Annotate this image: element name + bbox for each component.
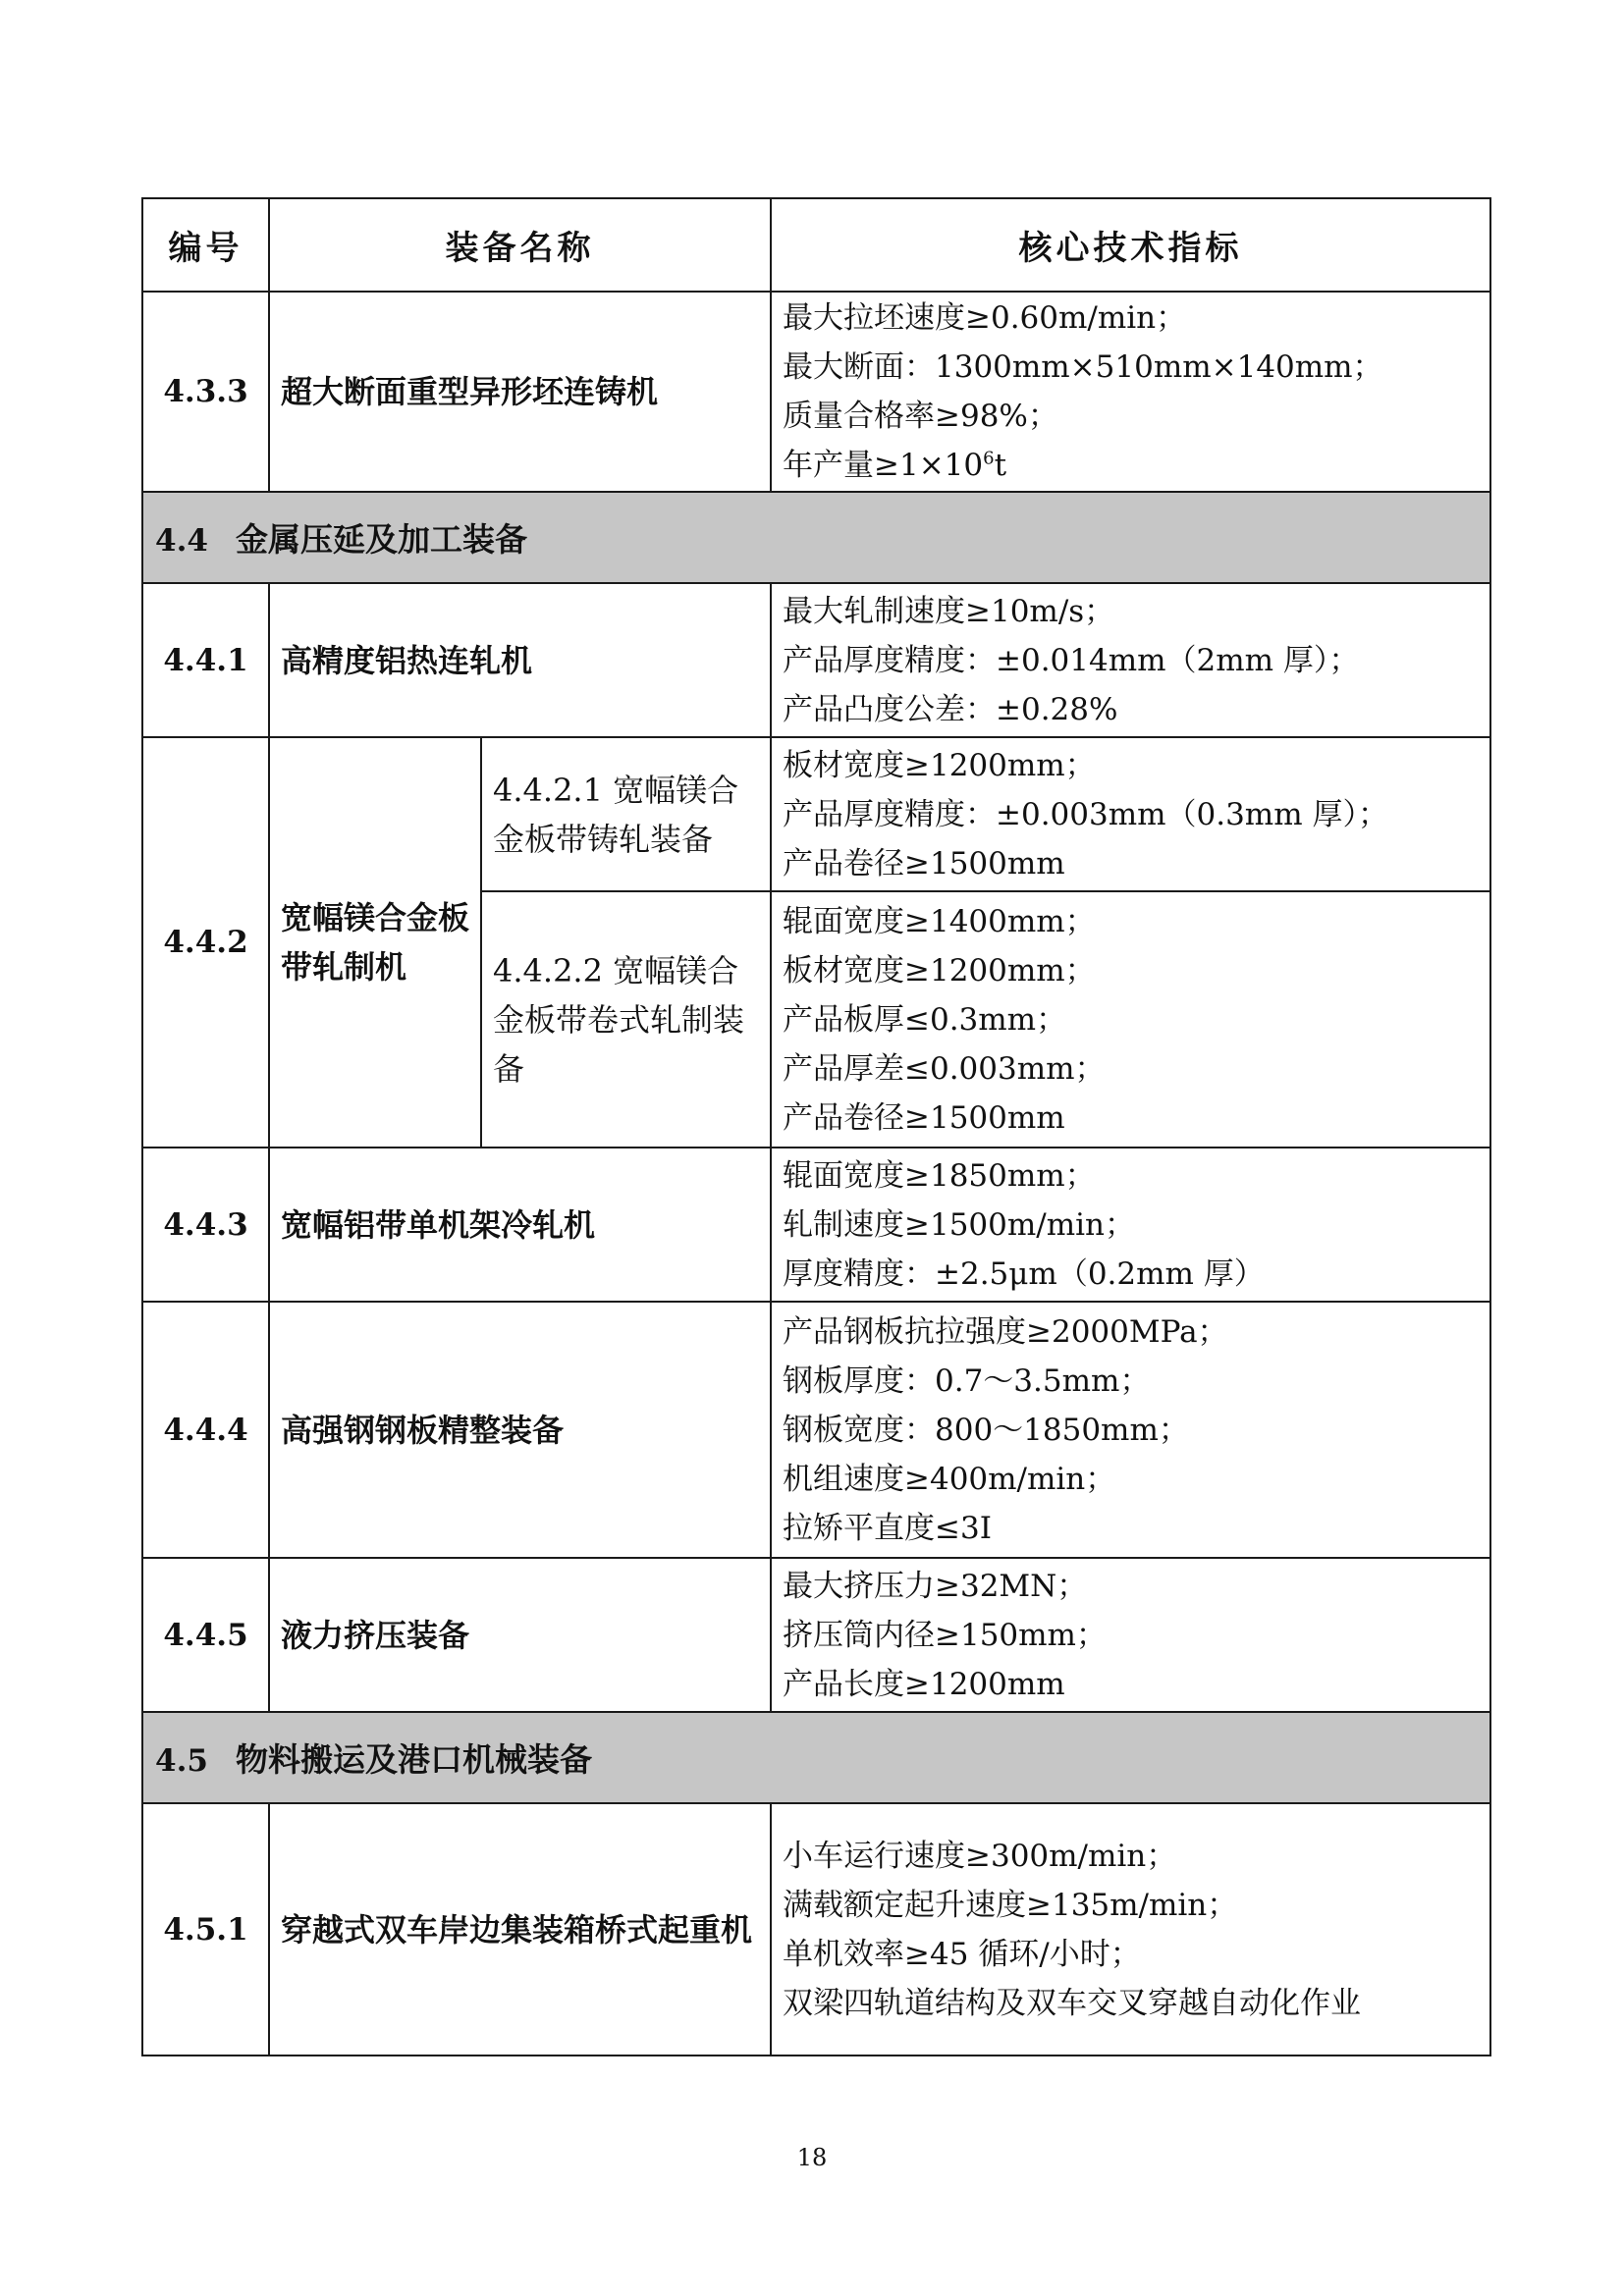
spec-line: 产品卷径≥1500mm	[783, 845, 1065, 881]
spec-line: 最大轧制速度≥10m/s；	[783, 593, 1115, 629]
spec-line: 年产量$\ge 1\times 10^6t$	[783, 448, 1007, 483]
row-number: 4.4.5	[142, 1558, 269, 1712]
spec-line: 产品板厚≤0.3mm；	[783, 1001, 1067, 1038]
page-number: 18	[796, 2144, 828, 2171]
spec-line: 质量合格率≥98%；	[783, 399, 1058, 434]
spec-list	[771, 1148, 1490, 1302]
spec-line: 产品钢板抗拉强度≥2000MPa；	[783, 1313, 1228, 1350]
table-header-row	[142, 198, 1490, 292]
spec-line: 轧制速度≥1500m/min；	[783, 1206, 1135, 1243]
row-number: 4.4.2	[142, 737, 269, 1148]
spec-line: 产品卷径≥1500mm	[783, 1099, 1065, 1136]
spec-line: 挤压筒内径≥150mm；	[783, 1617, 1107, 1653]
spec-line: 钢板厚度：0.7～3.5mm；	[783, 1362, 1151, 1399]
header-spec: 核心技术指标	[771, 198, 1490, 292]
table-row	[142, 583, 1490, 737]
equipment-name: 宽幅铝带单机架冷轧机	[269, 1148, 771, 1302]
table-row	[142, 1558, 1490, 1712]
spec-line: 板材宽度≥1200mm；	[783, 747, 1096, 783]
sub-equipment-name: 4.4.2.1 宽幅镁合金板带铸轧装备	[481, 737, 771, 891]
table-row	[142, 292, 1490, 492]
table-row	[142, 737, 1490, 891]
spec-line: 产品厚差≤0.003mm；	[783, 1050, 1106, 1087]
spec-line: 最大断面：1300mm×510mm×140mm；	[783, 349, 1383, 385]
spec-line: 小车运行速度≥300m/min；	[783, 1838, 1177, 1874]
equipment-name: 高强钢钢板精整装备	[269, 1302, 771, 1558]
spec-list	[771, 292, 1490, 492]
section-heading	[142, 492, 1490, 583]
spec-line: 拉矫平直度≤3I	[783, 1510, 992, 1546]
section-title: 物料搬运及港口机械装备	[236, 1740, 592, 1779]
equipment-name: 宽幅镁合金板带轧制机	[269, 737, 481, 1148]
spec-list	[771, 583, 1490, 737]
spec-line: 产品凸度公差：±0.28%	[783, 691, 1118, 727]
spec-line: 满载额定起升速度≥135m/min；	[783, 1887, 1238, 1923]
spec-line: 产品厚度精度：±0.003mm（0.3mm 厚）；	[783, 796, 1388, 832]
row-number: 4.4.3	[142, 1148, 269, 1302]
spec-line: 单机效率≥45 循环/小时；	[783, 1936, 1141, 1972]
section-title: 金属压延及加工装备	[236, 520, 527, 559]
spec-line: 双梁四轨道结构及双车交叉穿越自动化作业	[783, 1985, 1361, 2021]
sub-equipment-name: 4.4.2.2 宽幅镁合金板带卷式轧制装备	[481, 891, 771, 1148]
row-number: 4.4.1	[142, 583, 269, 737]
equipment-name: 液力挤压装备	[269, 1558, 771, 1712]
spec-line: 机组速度≥400m/min；	[783, 1461, 1116, 1497]
header-name: 装备名称	[269, 198, 771, 292]
spec-list	[771, 1803, 1490, 2056]
spec-list	[771, 737, 1490, 891]
spec-list	[771, 891, 1490, 1148]
section-number: 4.4	[155, 523, 208, 559]
header-number: 编号	[142, 198, 269, 292]
spec-line: 辊面宽度≥1400mm；	[783, 903, 1096, 939]
spec-list	[771, 1558, 1490, 1712]
section-row	[142, 492, 1490, 583]
section-number: 4.5	[155, 1743, 208, 1779]
spec-list	[771, 1302, 1490, 1558]
equipment-name: 高精度铝热连轧机	[269, 583, 771, 737]
equipment-name: 超大断面重型异形坯连铸机	[269, 292, 771, 492]
spec-line: 最大拉坯速度≥0.60m/min；	[783, 300, 1187, 336]
spec-line: 最大挤压力≥32MN；	[783, 1568, 1088, 1604]
row-number: 4.5.1	[142, 1803, 269, 2056]
table-row	[142, 1148, 1490, 1302]
section-heading	[142, 1712, 1490, 1803]
spec-line: 产品厚度精度：±0.014mm（2mm 厚）；	[783, 642, 1360, 678]
section-row	[142, 1712, 1490, 1803]
equipment-spec-table	[141, 197, 1491, 2056]
spec-line: 产品长度≥1200mm	[783, 1666, 1065, 1702]
equipment-name: 穿越式双车岸边集装箱桥式起重机	[269, 1803, 771, 2056]
table-row	[142, 1803, 1490, 2056]
table-row	[142, 1302, 1490, 1558]
row-number: 4.4.4	[142, 1302, 269, 1558]
spec-line: 厚度精度：±2.5μm（0.2mm 厚）	[783, 1255, 1265, 1292]
spec-line: 钢板宽度：800～1850mm；	[783, 1412, 1189, 1448]
spec-line: 板材宽度≥1200mm；	[783, 952, 1096, 988]
row-number: 4.3.3	[142, 292, 269, 492]
spec-line: 辊面宽度≥1850mm；	[783, 1157, 1096, 1194]
